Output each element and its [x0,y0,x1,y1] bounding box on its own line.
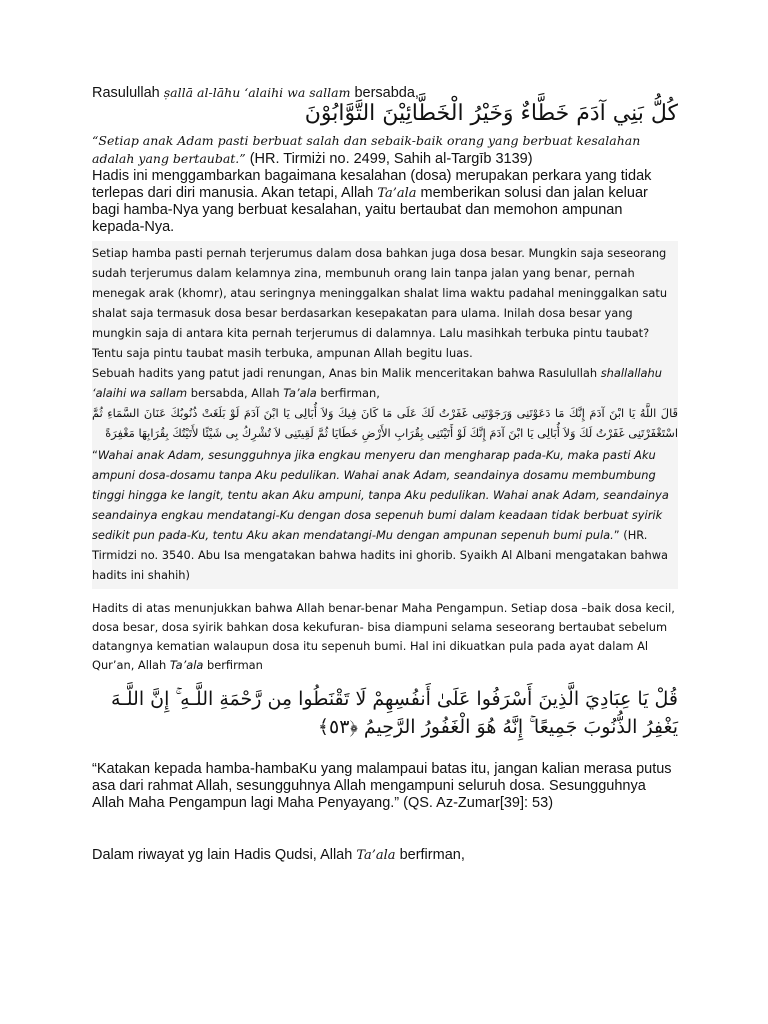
box-p2-mid: bersabda, Allah [187,386,284,400]
explanation-paragraph [92,168,678,235]
explanation-part2: memberikan solusi dan jalan keluar bagi hamba-Nya yang berbuat kesalahan, yaitu bertaubat dan memohon ampunan kepada-Nya. [92,184,648,235]
box-paragraph-2 [92,363,678,403]
hadith-translation-text: “Setiap anak Adam pasti berbuat salah dan sebaik-baik orang yang berbuat kesalahan adalah yang bertaubat.” [92,133,641,166]
qudsi-reference: (HR. Tirmidzi no. 3540. Abu Isa mengatakan bahwa hadits ini ghorib. Syaikh Al Albani mengatakan bahwa hadits ini shahih) [92,528,669,582]
qudsi-translation [92,445,678,585]
box-salawat: shallallahu ‘alaihi wa sallam [92,366,662,400]
hadith-translation [92,132,678,168]
conclusion-taala: Ta’ala [169,658,204,672]
quote-close: ” [613,528,620,542]
qudsi-translation-text: Wahai anak Adam, sesungguhnya jika engkau menyeru dan mengharap pada-Ku, maka pasti Aku ampuni dosa-dosamu tanpa Aku pedulikan. Wahai anak Adam, seandainya dosamu membumbung tinggi hingga ke langit, tentu akan Aku ampuni, tanpa Aku pedulikan. Wahai anak Adam, seandainya seandainya engkau mendatangi-Ku dengan dosa sepenuh bumi dalam keadaan tidak berbuat syirik sedikit pun pada-Ku, tentu Aku akan mendatangi-Mu dengan ampunan sepenuh bumi pula. [92,448,669,542]
hadith-reference: (HR. Tirmiżi no. 2499, Sahih al-Targīb 3139) [245,151,533,167]
box-p2-tail: berfirman, [316,386,380,400]
hadith-arabic: كُلُّ بَنِي آدَمَ خَطَّاءٌ وَخَيْرُ الْخَطَّائِيْنَ التَّوَّابُوْنَ [304,101,678,126]
box-paragraph-1: Setiap hamba pasti pernah terjerumus dalam dosa bahkan juga dosa besar. Mungkin saja seseorang sudah terjerumus dalam kelamnya zina, membunuh orang lain tanpa jalan yang benar, pernah menegak arak (khomr), atau seringnya meninggalkan shalat lima waktu padahal meninggalkan satu shalat saja termasuk dosa besar berdasarkan kesepakatan para ulama. Inilah dosa besar yang mungkin saja di antara kita pernah terjerumus di dalamnya. Lalu masihkah terbuka pintu taubat? Tentu saja pintu taubat masih terbuka, ampunan Allah begitu luas. [92,246,668,360]
conclusion-text: Hadits di atas menunjukkan bahwa Allah benar-benar Maha Pengampun. Setiap dosa –baik dosa kecil, dosa besar, dosa syirik bahkan dosa kekufuran- bisa diampuni selama seseorang bertaubat sebelum datangnya kematian walaupun dosa itu sepenuh bumi. Hal ini dikuatkan pula pada ayat dalam Al Qur’an, Allah [92,601,675,672]
taala-text: Ta’ala [377,185,417,201]
closing-taala: Ta’ala [356,848,396,863]
quran-arabic: قُلْ يَا عِبَادِيَ الَّذِينَ أَسْرَفُوا عَلَىٰ أَنفُسِهِمْ لَا تَقْنَطُوا مِن رَّحْمَةِ اللَّـهِ ۚ إِنَّ اللَّـهَ يَغْفِرُ الذُّنُوبَ جَمِيعًا ۚ إِنَّهُ هُوَ الْغَفُورُ الرَّحِيمُ ﴿٥٣﴾ [111,688,678,738]
conclusion-paragraph [92,599,678,675]
intro-tail: bersabda, [350,85,419,101]
document-page [92,84,678,865]
conclusion-tail: berfirman [203,658,263,672]
explanation-part1: Hadis ini menggambarkan bagaimana kesalahan (dosa) merupakan perkara yang tidak terlepas dari diri manusia. Akan tetapi, Allah [92,168,652,201]
closing-lead: Dalam riwayat yg lain Hadis Qudsi, Allah [92,847,357,863]
box-p2-lead: Sebuah hadits yang patut jadi renungan, Anas bin Malik menceritakan bahwa Rasulullah [92,366,601,380]
intro-lead: Rasulullah [92,85,164,101]
shaded-section [92,241,678,589]
qudsi-arabic: قَالَ اللَّهُ يَا ابْنَ آدَمَ إِنَّكَ مَا دَعَوْتَنِى وَرَجَوْتَنِى غَفَرْتُ لَكَ عَلَى مَا كَانَ فِيكَ وَلاَ أُبَالِى يَا ابْنَ آدَمَ لَوْ بَلَغَتْ ذُنُوبُكَ عَنَانَ السَّمَاءِ ثُمَّ اسْتَغْفَرْتَنِى غَفَرْتُ لَكَ وَلاَ أُبَالِى يَا ابْنَ آدَمَ إِنَّكَ لَوْ أَتَيْتَنِى بِقُرَابِ الأَرْضِ خَطَايَا ثُمَّ لَقِيتَنِى لاَ تُشْرِكُ بِى شَيْئًا لأَتَيْتُكَ بِقُرَابِهَا مَغْفِرَةً [92,406,678,440]
quote-open: “ [92,448,98,462]
closing-tail: berfirman, [395,847,465,863]
salawat-text: ṣallā al-lāhu ‘alaihi wa sallam [163,85,351,100]
quran-translation: “Katakan kepada hamba-hambaKu yang malampaui batas itu, jangan kalian merasa putus asa dari rahmat Allah, sesungguhnya Allah mengampuni seluruh dosa. Sesungguhnya Allah Maha Pengampun lagi Maha Penyayang.” (QS. Az-Zumar[39]: 53) [92,761,672,811]
closing-line [92,846,678,865]
box-taala: Ta’ala [283,386,317,400]
